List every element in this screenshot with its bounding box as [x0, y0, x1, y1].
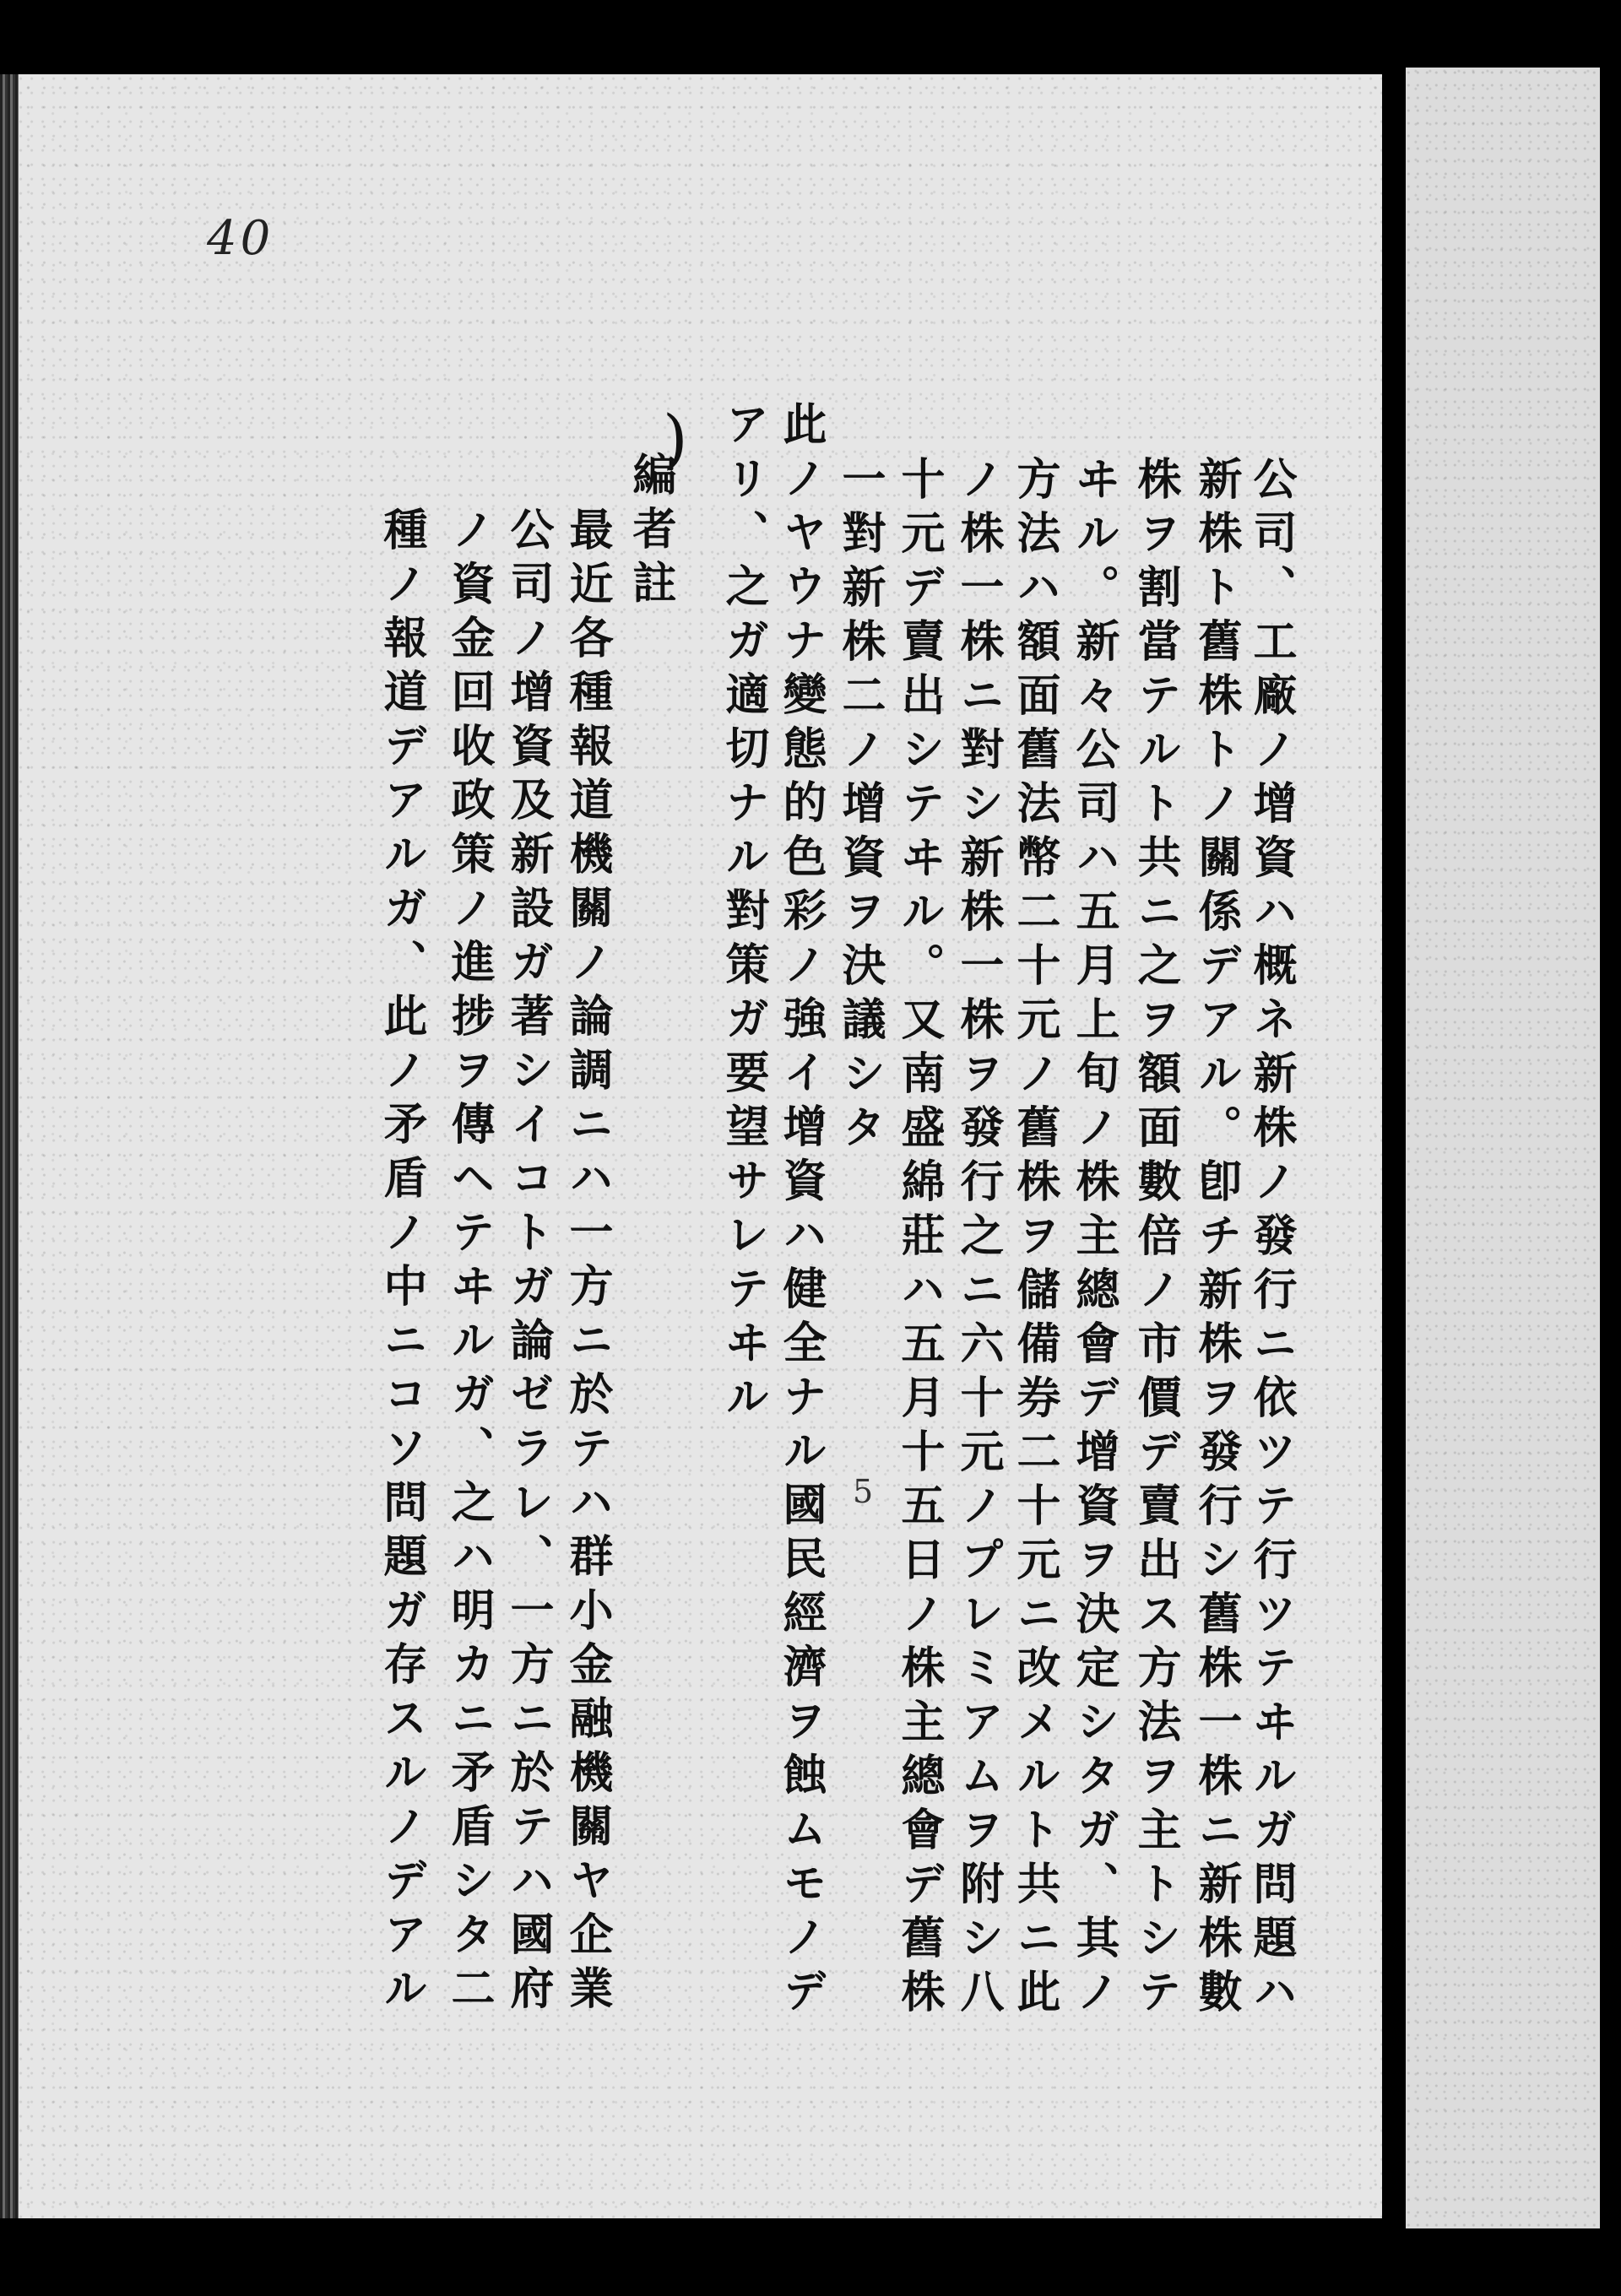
- bracket-mark: ): [663, 401, 688, 476]
- page-number: 40: [207, 211, 274, 266]
- text-column: 一對新株二ノ增資ヲ決議シタ: [834, 456, 886, 1158]
- marginal-note: 5: [853, 1473, 874, 1510]
- text-column: 公司ノ增資及新設ガ著シイコトガ論ゼラレ、一方ニ於テハ國府: [502, 506, 554, 2019]
- editor-note-heading: 編者註: [625, 452, 676, 614]
- text-column: 此ノヤウナ變態的色彩ノ強イ增資ハ健全ナル國民經濟ヲ蝕ムモノデ: [775, 401, 827, 2022]
- text-column: 新株ト舊株トノ關係デアル。卽チ新株ヲ發行シ舊株一株ニ新株數: [1190, 456, 1242, 2023]
- text-column: 種ノ報道デアルガ、此ノ矛盾ノ中ニコソ問題ガ存スルノデアル: [376, 506, 427, 2019]
- adjacent-page-edge: [1406, 68, 1600, 2228]
- text-column: 公司、工廠ノ增資ハ概ネ新株ノ發行ニ依ツテ行ツテヰルガ問題ハ: [1245, 456, 1297, 2023]
- text-column: 最近各種報道機關ノ論調ニハ一方ニ於テハ群小金融機關ヤ企業: [561, 506, 613, 2019]
- text-column: 方法ハ額面舊法幣二十元ノ舊株ヲ儲備券二十元ニ改メルト共ニ此: [1009, 456, 1060, 2023]
- text-column: アリ、之ガ適切ナル對策ガ要望サレテヰル: [718, 401, 769, 1427]
- text-column: ノ資金回收政策ノ進捗ヲ傳ヘテヰルガ、之ハ明カニ矛盾シタ二: [443, 506, 495, 2019]
- text-column: ヰル。新々公司ハ五月上旬ノ株主總會デ增資ヲ決定シタガ、其ノ: [1068, 456, 1120, 2023]
- text-column: 株ヲ割當テルト共ニ之ヲ額面數倍ノ市價デ賣出ス方法ヲ主トシテ: [1130, 456, 1181, 2023]
- text-column: 十元デ賣出シテヰル。又南盛綿莊ハ五月十五日ノ株主總會デ舊株: [893, 456, 945, 2023]
- text-column: ノ株一株ニ對シ新株一株ヲ發行之ニ六十元ノプレミアムヲ附シ八: [952, 456, 1004, 2023]
